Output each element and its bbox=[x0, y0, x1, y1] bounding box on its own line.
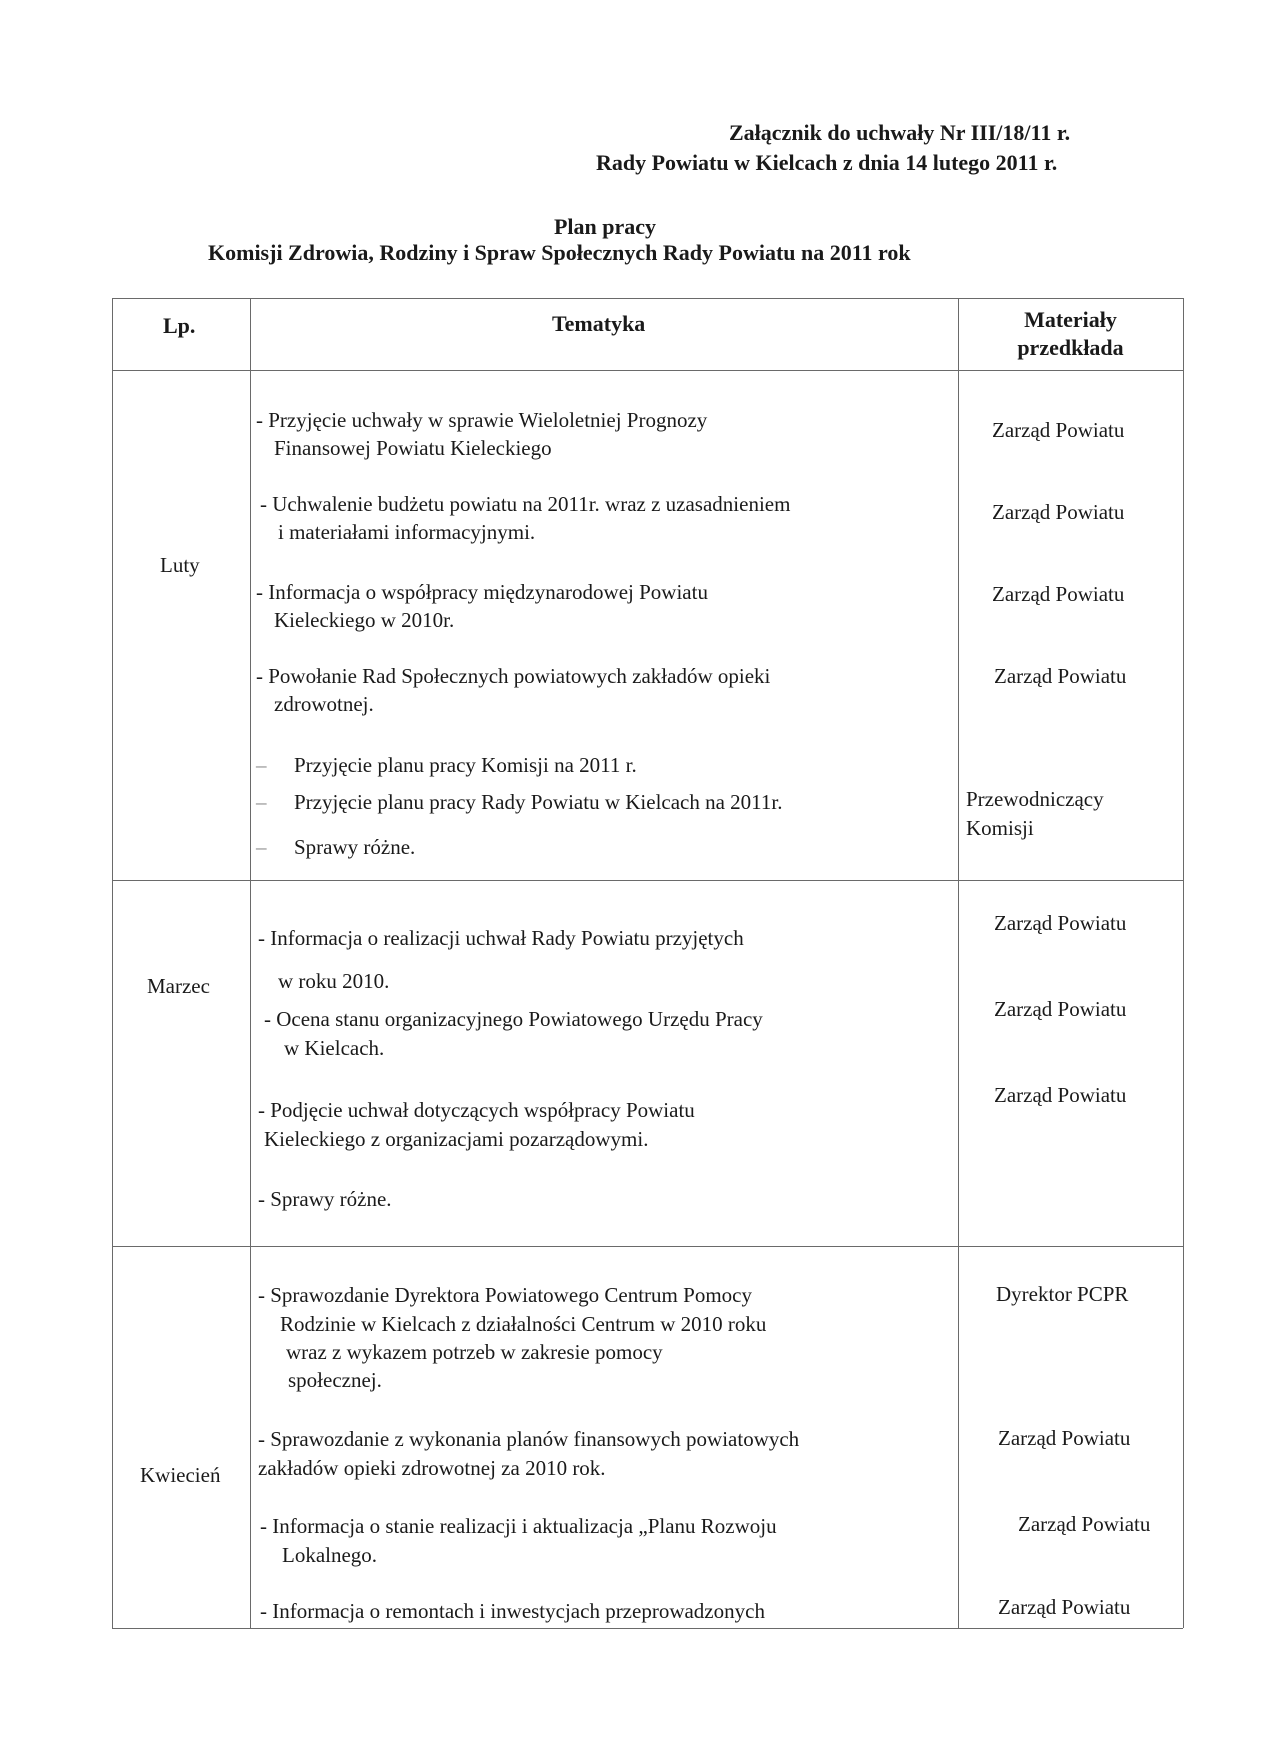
marzec-row-divider bbox=[112, 1246, 1183, 1247]
presenter: Zarząd Powiatu bbox=[992, 418, 1125, 442]
annex-line-1: Załącznik do uchwały Nr III/18/11 r. bbox=[729, 120, 1071, 145]
presenter: Zarząd Powiatu bbox=[994, 911, 1127, 935]
dash: – bbox=[256, 835, 267, 859]
topic-line: Przyjęcie planu pracy Komisji na 2011 r. bbox=[294, 753, 637, 777]
col-divider-2 bbox=[958, 298, 959, 1628]
table-right-border bbox=[1183, 298, 1184, 1628]
column-header-topic: Tematyka bbox=[552, 311, 646, 336]
topic-line: - Przyjęcie uchwały w sprawie Wieloletniej Prognozy bbox=[256, 408, 708, 432]
presenter: Zarząd Powiatu bbox=[998, 1595, 1131, 1619]
dash: – bbox=[256, 753, 267, 777]
presenter: Zarząd Powiatu bbox=[994, 1083, 1127, 1107]
presenter: Zarząd Powiatu bbox=[994, 664, 1127, 688]
col-divider-1 bbox=[250, 298, 251, 1628]
presenter: Zarząd Powiatu bbox=[1018, 1512, 1151, 1536]
topic-line: - Informacja o remontach i inwestycjach przeprowadzonych bbox=[260, 1599, 765, 1623]
topic-line: Sprawy różne. bbox=[294, 835, 416, 859]
header-row-divider bbox=[112, 370, 1183, 371]
topic-line: - Podjęcie uchwał dotyczących współpracy Powiatu bbox=[258, 1098, 695, 1122]
topic-line: - Informacja o realizacji uchwał Rady Powiatu przyjętych bbox=[258, 926, 744, 950]
table-bottom-border bbox=[112, 1628, 1183, 1629]
topic-line: - Informacja o współpracy międzynarodowej Powiatu bbox=[256, 580, 708, 604]
topic-line: społecznej. bbox=[288, 1368, 382, 1392]
presenter: Dyrektor PCPR bbox=[996, 1282, 1129, 1306]
plan-title: Plan pracy bbox=[553, 214, 657, 239]
topic-line: w roku 2010. bbox=[278, 969, 390, 993]
month-label: Kwiecień bbox=[140, 1463, 221, 1487]
column-header-materials-1: Materiały bbox=[1024, 307, 1117, 332]
topic-line: - Sprawozdanie Dyrektora Powiatowego Centrum Pomocy bbox=[258, 1283, 752, 1307]
plan-subtitle: Komisji Zdrowia, Rodziny i Spraw Społecznych Rady Powiatu na 2011 rok bbox=[208, 240, 911, 265]
presenter: Zarząd Powiatu bbox=[998, 1426, 1131, 1450]
topic-line: zdrowotnej. bbox=[274, 692, 374, 716]
table-left-border bbox=[112, 298, 113, 1628]
topic-line: zakładów opieki zdrowotnej za 2010 rok. bbox=[258, 1456, 606, 1480]
dash: – bbox=[256, 790, 267, 814]
topic-line: Lokalnego. bbox=[282, 1543, 378, 1567]
annex-line-2: Rady Powiatu w Kielcach z dnia 14 lutego 2011 r. bbox=[596, 150, 1058, 175]
topic-line: wraz z wykazem potrzeb w zakresie pomocy bbox=[286, 1340, 663, 1364]
topic-line: - Powołanie Rad Społecznych powiatowych zakładów opieki bbox=[256, 664, 771, 688]
topic-line: - Sprawozdanie z wykonania planów finansowych powiatowych bbox=[258, 1427, 800, 1451]
table-top-border bbox=[112, 298, 1183, 299]
topic-line: i materiałami informacyjnymi. bbox=[278, 520, 536, 544]
topic-line: - Sprawy różne. bbox=[258, 1187, 392, 1211]
luty-row-divider bbox=[112, 880, 1183, 881]
presenter: Zarząd Powiatu bbox=[994, 997, 1127, 1021]
column-header-materials-2: przedkłada bbox=[1017, 335, 1124, 360]
topic-line: w Kielcach. bbox=[284, 1036, 385, 1060]
topic-line: Kieleckiego w 2010r. bbox=[274, 608, 455, 632]
topic-line: - Uchwalenie budżetu powiatu na 2011r. wraz z uzasadnieniem bbox=[260, 492, 791, 516]
month-label: Luty bbox=[160, 553, 200, 577]
presenter: Zarząd Powiatu bbox=[992, 582, 1125, 606]
presenter-chair-1: Przewodniczący bbox=[966, 787, 1104, 811]
topic-line: Finansowej Powiatu Kieleckiego bbox=[274, 436, 552, 460]
topic-line: - Ocena stanu organizacyjnego Powiatowego Urzędu Pracy bbox=[264, 1007, 763, 1031]
presenter-chair-2: Komisji bbox=[966, 816, 1034, 840]
column-header-lp: Lp. bbox=[163, 313, 196, 338]
topic-line: - Informacja o stanie realizacji i aktualizacja „Planu Rozwoju bbox=[260, 1514, 777, 1538]
topic-line: Kieleckiego z organizacjami pozarządowymi. bbox=[264, 1127, 649, 1151]
month-label: Marzec bbox=[147, 974, 210, 998]
topic-line: Rodzinie w Kielcach z działalności Centrum w 2010 roku bbox=[280, 1312, 767, 1336]
presenter: Zarząd Powiatu bbox=[992, 500, 1125, 524]
topic-line: Przyjęcie planu pracy Rady Powiatu w Kielcach na 2011r. bbox=[294, 790, 783, 814]
